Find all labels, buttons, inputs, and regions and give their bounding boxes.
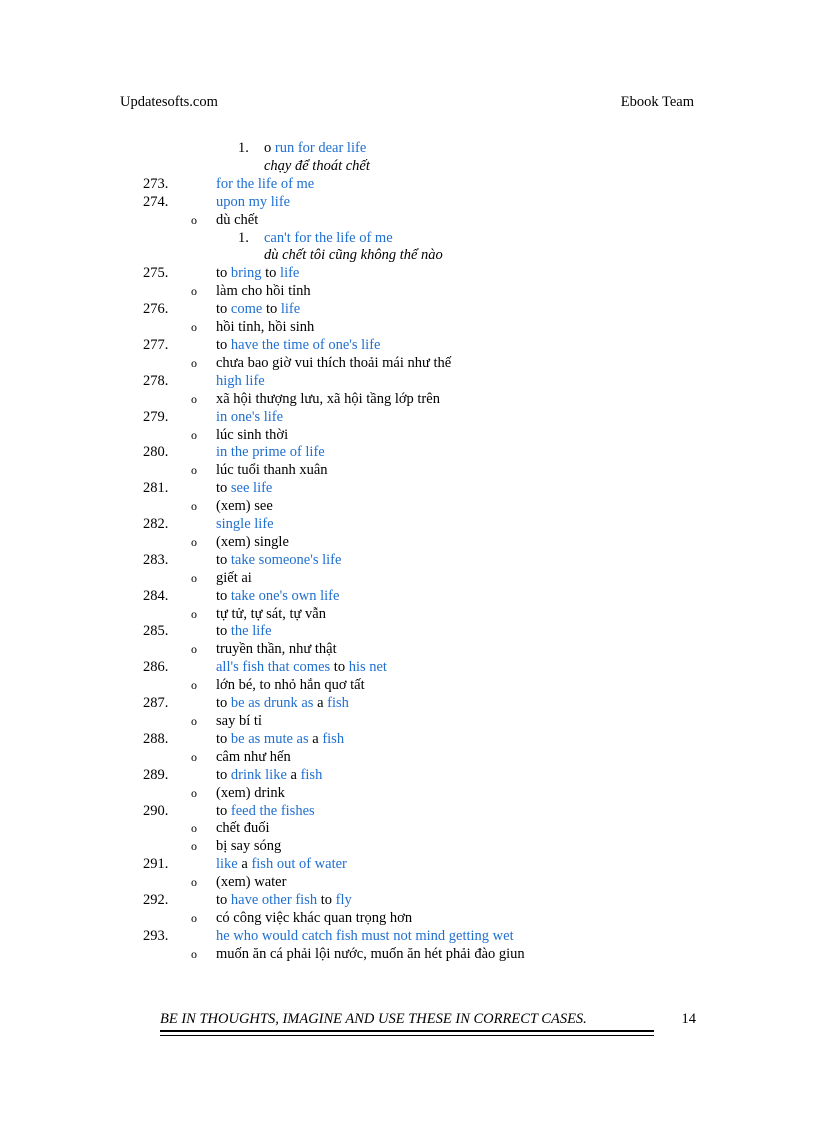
bullet-marker: o: [191, 391, 197, 406]
phrase-link[interactable]: for the life of me: [216, 175, 315, 192]
meaning-text: lúc sinh thời: [216, 426, 289, 443]
phrase-text: to: [216, 730, 231, 747]
phrase-link[interactable]: he who would catch fish must not mind getting wet: [216, 927, 514, 944]
meaning-text: hồi tỉnh, hồi sinh: [216, 319, 315, 336]
phrase-link[interactable]: take one's own life: [230, 587, 340, 604]
meaning-row: [0, 677, 816, 695]
meaning-text: tự tử, tự sát, tự vẫn: [216, 605, 326, 622]
meaning-row: [0, 462, 816, 480]
entry-number: 283.: [143, 551, 169, 568]
bullet-marker: o: [191, 355, 197, 370]
entry-phrase: [216, 409, 283, 427]
phrase-link[interactable]: take someone's life: [230, 551, 342, 568]
meaning-row: [0, 874, 816, 892]
entry-phrase: [216, 194, 290, 212]
phrase-link[interactable]: single life: [216, 516, 274, 533]
phrase-text: to: [262, 301, 281, 318]
meaning-row: [0, 212, 816, 230]
phrase-link[interactable]: feed the fishes: [230, 802, 315, 819]
entry-phrase: [216, 480, 272, 498]
entry-number: 275.: [143, 265, 169, 282]
phrase-link[interactable]: be as drunk as: [230, 695, 314, 712]
entry-phrase: [216, 928, 514, 946]
entry-phrase: [216, 803, 315, 821]
phrase-link[interactable]: like: [216, 856, 238, 873]
phrase-text: to: [216, 480, 231, 497]
phrase-text: a: [286, 766, 301, 783]
phrase-link[interactable]: see life: [230, 480, 273, 497]
bullet-marker: o: [191, 785, 197, 800]
phrase-link[interactable]: have other fish: [230, 892, 318, 909]
meaning-row: [0, 570, 816, 588]
meaning-row: [0, 498, 816, 516]
entry-phrase: [216, 373, 265, 391]
bullet-marker: o: [191, 534, 197, 549]
entry-row: [0, 892, 816, 910]
entry-number: 286.: [143, 659, 169, 676]
bullet-marker: o: [191, 946, 197, 961]
sub-entry-number: 1.: [238, 140, 249, 156]
entry-phrase: [216, 444, 325, 462]
entry-row: [0, 176, 816, 194]
phrase-link[interactable]: fish out of water: [251, 856, 347, 873]
phrase-text: to: [216, 265, 231, 282]
meaning-row: [0, 283, 816, 301]
meaning-text: muốn ăn cá phải lội nước, muốn ăn hét phải đào giun: [216, 945, 525, 962]
meaning-text: say bí tỉ: [216, 713, 262, 729]
footer-motto: BE IN THOUGHTS, IMAGINE AND USE THESE IN CORRECT CASES.: [160, 1011, 587, 1027]
bullet-marker: o: [191, 910, 197, 925]
phrase-text: a: [308, 730, 323, 747]
meaning-text: (xem) single: [216, 533, 289, 550]
entry-number: 290.: [143, 802, 169, 819]
meaning-text: truyền thần, như thật: [216, 641, 337, 658]
entry-row: [0, 409, 816, 427]
phrase-link[interactable]: the life: [230, 623, 272, 640]
sub-entry-meaning: chạy để thoát chết: [264, 157, 370, 174]
page-header: [120, 94, 694, 114]
phrase-text: a: [237, 856, 252, 873]
entry-row: [0, 856, 816, 874]
bullet-marker: o: [191, 570, 197, 585]
phrase-text: to: [216, 766, 231, 783]
entry-number: 284.: [143, 587, 169, 604]
sub-entry-row: [0, 247, 816, 265]
header-site-name: Updatesofts.com: [120, 94, 218, 110]
entry-phrase: [216, 659, 387, 677]
entry-phrase: [216, 337, 380, 355]
entry-phrase: [216, 301, 300, 319]
meaning-text: (xem) see: [216, 498, 273, 515]
phrase-link[interactable]: come: [230, 301, 263, 318]
meaning-text: lúc tuổi thanh xuân: [216, 462, 328, 479]
entry-row: [0, 301, 816, 319]
page-number: 14: [681, 1011, 696, 1027]
bullet-marker: o: [191, 875, 197, 890]
sub-entry-row: [0, 140, 816, 158]
entry-number: 292.: [143, 892, 169, 909]
sub-entry-row: [0, 230, 816, 248]
entry-phrase: [216, 731, 344, 749]
bullet-marker: o: [191, 821, 197, 836]
meaning-text: dù chết: [216, 211, 259, 228]
meaning-row: [0, 391, 816, 409]
entry-number: 289.: [143, 766, 169, 783]
meaning-row: [0, 319, 816, 337]
sub-entry-meaning: dù chết tôi cũng không thể nào: [264, 247, 443, 264]
entry-row: [0, 480, 816, 498]
entry-number: 285.: [143, 623, 169, 640]
phrase-text: to: [216, 802, 231, 819]
phrase-link[interactable]: fish: [327, 695, 349, 712]
phrase-text: to: [216, 301, 231, 318]
phrase-link[interactable]: drink like: [230, 766, 287, 783]
entry-row: [0, 695, 816, 713]
entry-row: [0, 623, 816, 641]
entry-phrase: [216, 767, 322, 785]
sub-entry-phrase: [264, 230, 393, 248]
sub-entry-row: [0, 158, 816, 176]
meaning-text: xã hội thượng lưu, xã hội tầng lớp trên: [216, 390, 440, 407]
bullet-marker: o: [191, 320, 197, 335]
header-team-name: Ebook Team: [620, 94, 694, 110]
entry-row: [0, 516, 816, 534]
entry-number: 273.: [143, 175, 169, 192]
meaning-text: giết ai: [216, 569, 252, 586]
phrase-link[interactable]: fly: [335, 892, 352, 909]
phrase-link[interactable]: life: [280, 265, 300, 282]
meaning-row: [0, 427, 816, 445]
bullet-marker: o: [191, 463, 197, 478]
dictionary-entries: [0, 140, 816, 964]
meaning-row: [0, 838, 816, 856]
sub-entry-phrase: [264, 140, 366, 158]
phrase-text: to: [330, 659, 349, 676]
bullet-marker: o: [191, 284, 197, 299]
entry-number: 293.: [143, 927, 169, 944]
bullet-marker: o: [191, 212, 197, 227]
entry-row: [0, 444, 816, 462]
phrase-text: to: [261, 265, 281, 282]
entry-number: 281.: [143, 480, 169, 497]
meaning-row: [0, 749, 816, 767]
phrase-link[interactable]: his net: [348, 659, 387, 676]
entry-row: [0, 588, 816, 606]
page-footer: [160, 1011, 700, 1041]
entry-phrase: [216, 695, 349, 713]
phrase-text: to: [216, 551, 231, 568]
phrase-text: o: [264, 140, 275, 156]
phrase-link[interactable]: upon my life: [216, 193, 291, 210]
entry-phrase: [216, 623, 272, 641]
phrase-text: a: [313, 695, 328, 712]
entry-row: [0, 194, 816, 212]
phrase-link[interactable]: have the time of one's life: [230, 336, 381, 353]
phrase-link[interactable]: run for dear life: [274, 140, 367, 156]
meaning-row: [0, 946, 816, 964]
meaning-row: [0, 355, 816, 373]
entry-row: [0, 552, 816, 570]
meaning-text: có công việc khác quan trọng hơn: [216, 909, 413, 926]
entry-row: [0, 373, 816, 391]
meaning-text: câm như hến: [216, 748, 291, 765]
phrase-link[interactable]: all's fish that comes: [216, 659, 331, 676]
meaning-row: [0, 606, 816, 624]
sub-entry-number: 1.: [238, 229, 249, 246]
phrase-link[interactable]: fish: [322, 730, 345, 747]
entry-row: [0, 928, 816, 946]
meaning-text: bị say sóng: [216, 838, 282, 855]
meaning-row: [0, 820, 816, 838]
entry-number: 288.: [143, 730, 169, 747]
phrase-link[interactable]: life: [280, 301, 301, 318]
bullet-marker: o: [191, 642, 197, 657]
meaning-text: chưa bao giờ vui thích thoải mái như thế: [216, 354, 452, 371]
entry-number: 279.: [143, 408, 169, 425]
meaning-text: làm cho hồi tỉnh: [216, 283, 311, 300]
entry-number: 291.: [143, 856, 169, 873]
meaning-text: (xem) water: [216, 874, 287, 891]
phrase-text: to: [216, 336, 231, 353]
meaning-row: [0, 641, 816, 659]
entry-row: [0, 659, 816, 677]
phrase-link[interactable]: in the prime of life: [216, 444, 325, 461]
phrase-text: to: [216, 623, 231, 640]
entry-phrase: [216, 892, 352, 910]
phrase-link[interactable]: can't for the life of me: [264, 229, 393, 246]
entry-number: 278.: [143, 372, 169, 389]
bullet-marker: o: [191, 839, 197, 854]
meaning-text: (xem) drink: [216, 784, 285, 801]
meaning-row: [0, 785, 816, 803]
phrase-link[interactable]: bring: [230, 265, 262, 282]
phrase-link[interactable]: high life: [216, 372, 265, 389]
entry-number: 274.: [143, 193, 169, 210]
entry-phrase: [216, 176, 314, 194]
entry-phrase: [216, 265, 299, 283]
phrase-link[interactable]: fish: [300, 766, 323, 783]
meaning-row: [0, 534, 816, 552]
phrase-text: to: [216, 587, 231, 604]
phrase-text: to: [317, 892, 336, 909]
bullet-marker: o: [191, 714, 197, 728]
entry-phrase: [216, 516, 274, 534]
entry-row: [0, 767, 816, 785]
entry-row: [0, 265, 816, 283]
bullet-marker: o: [191, 606, 197, 621]
entry-number: 287.: [143, 695, 169, 712]
entry-row: [0, 337, 816, 355]
phrase-link[interactable]: in one's life: [216, 408, 284, 425]
bullet-marker: o: [191, 678, 197, 693]
entry-number: 280.: [143, 444, 169, 461]
entry-number: 277.: [143, 336, 169, 353]
phrase-text: to: [216, 892, 231, 909]
entry-phrase: [216, 552, 341, 570]
meaning-row: [0, 713, 816, 731]
bullet-marker: o: [191, 499, 197, 514]
entry-phrase: [216, 856, 347, 874]
entry-number: 282.: [143, 516, 169, 533]
meaning-row: [0, 910, 816, 928]
footer-rule-thick: [160, 1030, 654, 1032]
meaning-text: chết đuối: [216, 820, 270, 837]
footer-rule-thin: [160, 1035, 654, 1036]
meaning-text: lớn bé, to nhỏ hắn quơ tất: [216, 677, 365, 694]
bullet-marker: o: [191, 427, 197, 442]
entry-phrase: [216, 588, 339, 606]
entry-row: [0, 803, 816, 821]
bullet-marker: o: [191, 749, 197, 764]
entry-number: 276.: [143, 301, 169, 318]
phrase-link[interactable]: be as mute as: [230, 730, 309, 747]
phrase-text: to: [216, 695, 231, 712]
entry-row: [0, 731, 816, 749]
